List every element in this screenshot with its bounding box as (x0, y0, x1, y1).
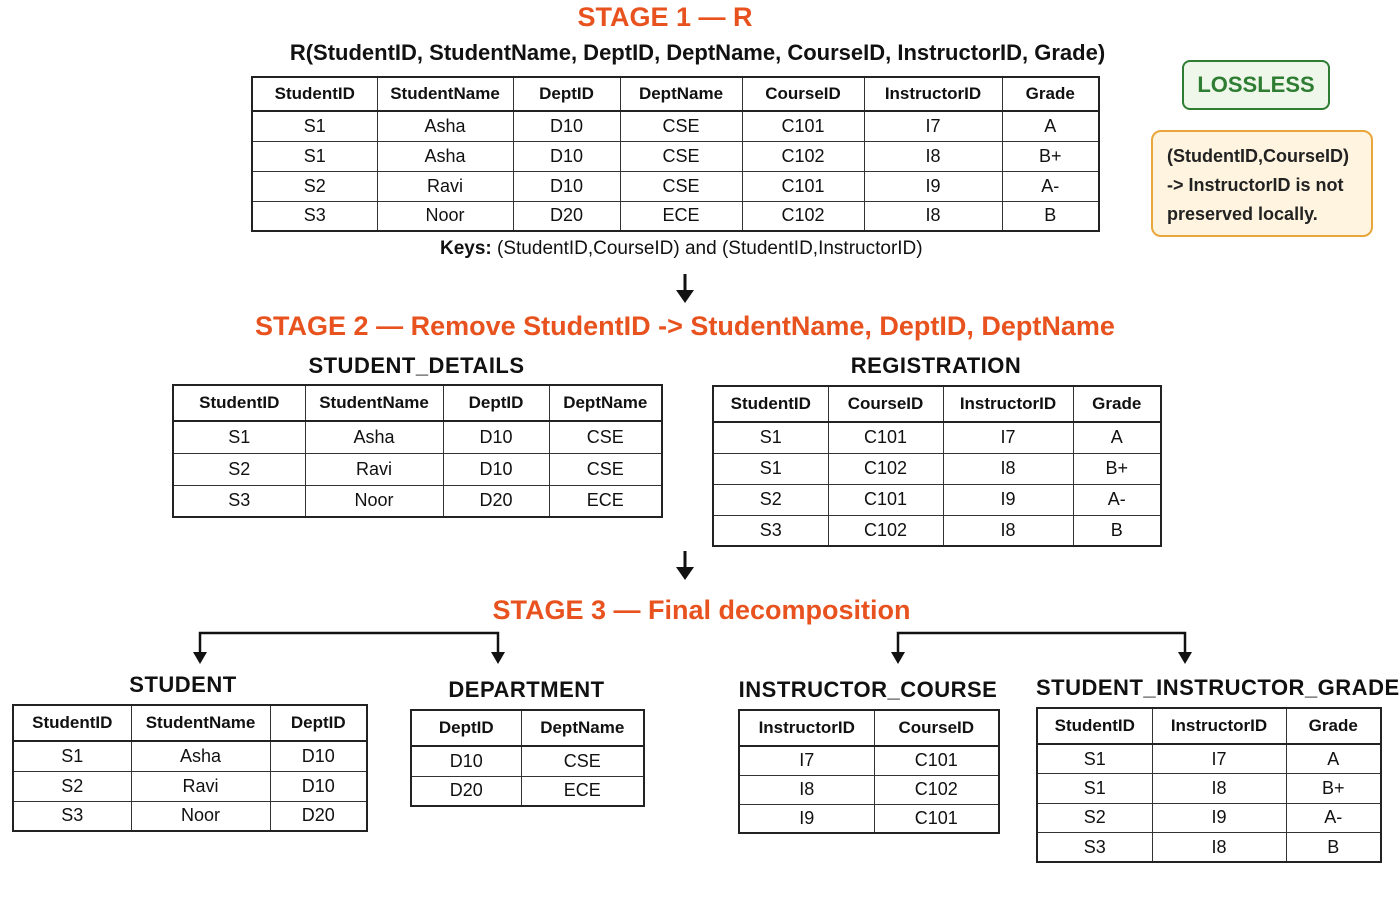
table-cell: I8 (864, 141, 1002, 171)
table-cell: S2 (713, 484, 828, 515)
table-row (739, 746, 999, 775)
column-header: StudentID (13, 705, 131, 741)
table-row (713, 453, 1161, 484)
table-cell: I9 (1152, 803, 1286, 833)
column-header: Grade (1286, 708, 1381, 744)
table-cell: C102 (742, 141, 864, 171)
column-header: DeptID (443, 385, 549, 421)
table-instructor-course (738, 709, 1000, 834)
table-cell: Asha (377, 141, 513, 171)
stage2-title: STAGE 2 — Remove StudentID -> StudentName, DeptID, DeptName (255, 311, 1115, 341)
table-row (13, 741, 367, 771)
header-row (173, 385, 662, 421)
table-cell: Asha (377, 111, 513, 141)
table-cell: D10 (513, 171, 620, 201)
column-header: StudentID (1037, 708, 1152, 744)
student-details-name: STUDENT_DETAILS (308, 353, 525, 378)
table-cell: A (1002, 111, 1099, 141)
table-cell: Noor (305, 485, 443, 517)
column-header: DeptName (521, 710, 644, 746)
table-student (12, 704, 368, 832)
table-cell: CSE (620, 111, 742, 141)
table-cell: I7 (739, 746, 874, 775)
relation-schema: R(StudentID, StudentName, DeptID, DeptName, CourseID, InstructorID, Grade) (289, 40, 1106, 65)
student-instructor-grade-name: STUDENT_INSTRUCTOR_GRADE (1036, 675, 1400, 700)
table-cell: Noor (131, 801, 270, 831)
table-cell: S1 (1037, 744, 1152, 774)
table-row (252, 141, 1099, 171)
table-row (173, 421, 662, 453)
table-cell: S1 (252, 111, 377, 141)
table-cell: D10 (513, 141, 620, 171)
table-cell: C102 (874, 775, 999, 804)
table-cell: I8 (943, 515, 1073, 546)
column-header: DeptID (411, 710, 521, 746)
table-cell: I8 (943, 453, 1073, 484)
table-cell: S2 (1037, 803, 1152, 833)
table-cell: D20 (443, 485, 549, 517)
table-cell: C101 (742, 111, 864, 141)
table-cell: A (1286, 744, 1381, 774)
table-cell: S1 (252, 141, 377, 171)
stage1-title: STAGE 1 — R (577, 2, 753, 32)
table-row (713, 515, 1161, 546)
keys-line (440, 238, 923, 260)
table-cell: S3 (13, 801, 131, 831)
instructor-course-name: INSTRUCTOR_COURSE (738, 677, 998, 702)
table-row (713, 422, 1161, 453)
table-cell: D20 (270, 801, 367, 831)
table-cell: I7 (1152, 744, 1286, 774)
arrow-stage1-to-stage2 (676, 274, 694, 303)
arrow-stage2-to-stage3 (676, 551, 694, 580)
table-cell: CSE (549, 453, 662, 485)
column-header: DeptName (620, 77, 742, 111)
keys-label: Keys: (440, 238, 492, 259)
lossless-badge: LOSSLESS (1182, 60, 1330, 110)
header-row (13, 705, 367, 741)
table-row (252, 111, 1099, 141)
table-cell: I7 (864, 111, 1002, 141)
table-cell: D20 (411, 776, 521, 806)
dependency-note: (StudentID,CourseID) -> InstructorID is not preserved locally. (1151, 130, 1373, 237)
table-row (1037, 744, 1381, 774)
table-cell: B (1073, 515, 1161, 546)
table-cell: S1 (13, 741, 131, 771)
table-cell: I9 (739, 804, 874, 833)
column-header: CourseID (874, 710, 999, 746)
table-cell: D10 (513, 111, 620, 141)
column-header: Grade (1073, 386, 1161, 422)
table-cell: ECE (620, 201, 742, 231)
table-cell: I9 (943, 484, 1073, 515)
table-row (1037, 833, 1381, 863)
table-cell: S2 (13, 771, 131, 801)
table-cell: I9 (864, 171, 1002, 201)
table-cell: S1 (173, 421, 305, 453)
table-cell: B (1002, 201, 1099, 231)
table-cell: CSE (620, 171, 742, 201)
table-cell: C101 (874, 804, 999, 833)
column-header: CourseID (742, 77, 864, 111)
registration-name: REGISTRATION (850, 353, 1022, 378)
table-cell: D10 (443, 453, 549, 485)
table-cell: S3 (252, 201, 377, 231)
table-department (410, 709, 645, 807)
table-cell: D10 (270, 771, 367, 801)
column-header: InstructorID (739, 710, 874, 746)
table-cell: C102 (828, 515, 943, 546)
table-cell: D10 (411, 746, 521, 776)
table-cell: Ravi (131, 771, 270, 801)
table-cell: C101 (828, 422, 943, 453)
column-header: StudentName (377, 77, 513, 111)
table-cell: C102 (742, 201, 864, 231)
column-header: DeptID (513, 77, 620, 111)
table-cell: I8 (1152, 774, 1286, 804)
table-row (13, 801, 367, 831)
header-row (739, 710, 999, 746)
column-header: InstructorID (943, 386, 1073, 422)
table-row (713, 484, 1161, 515)
table-cell: ECE (521, 776, 644, 806)
stage3-title: STAGE 3 — Final decomposition (492, 595, 911, 625)
branch-registration (891, 633, 1192, 664)
table-cell: Ravi (377, 171, 513, 201)
table-cell: S2 (252, 171, 377, 201)
table-cell: I8 (1152, 833, 1286, 863)
table-cell: C101 (874, 746, 999, 775)
department-name: DEPARTMENT (448, 677, 605, 702)
table-cell: B+ (1073, 453, 1161, 484)
header-row (713, 386, 1161, 422)
table-cell: C101 (742, 171, 864, 201)
table-student-instructor-grade (1036, 707, 1382, 863)
table-row (1037, 774, 1381, 804)
column-header: DeptName (549, 385, 662, 421)
table-row (1037, 803, 1381, 833)
table-cell: A (1073, 422, 1161, 453)
table-cell: B+ (1002, 141, 1099, 171)
header-row (411, 710, 644, 746)
column-header: StudentName (305, 385, 443, 421)
table-cell: D20 (513, 201, 620, 231)
table-cell: A- (1073, 484, 1161, 515)
table-cell: I7 (943, 422, 1073, 453)
table-cell: ECE (549, 485, 662, 517)
table-student-details (172, 384, 663, 518)
table-cell: A- (1002, 171, 1099, 201)
table-cell: C101 (828, 484, 943, 515)
column-header: StudentID (252, 77, 377, 111)
table-cell: S1 (713, 453, 828, 484)
table-cell: B+ (1286, 774, 1381, 804)
table-cell: Asha (131, 741, 270, 771)
table-row (173, 485, 662, 517)
table-cell: Asha (305, 421, 443, 453)
table-cell: Ravi (305, 453, 443, 485)
table-cell: CSE (521, 746, 644, 776)
table-row (739, 775, 999, 804)
column-header: CourseID (828, 386, 943, 422)
table-cell: Noor (377, 201, 513, 231)
table-cell: B (1286, 833, 1381, 863)
column-header: StudentID (173, 385, 305, 421)
table-row (252, 171, 1099, 201)
column-header: StudentName (131, 705, 270, 741)
table-row (411, 776, 644, 806)
table-cell: S3 (713, 515, 828, 546)
header-row (252, 77, 1099, 111)
column-header: InstructorID (864, 77, 1002, 111)
table-cell: D10 (443, 421, 549, 453)
table-cell: CSE (549, 421, 662, 453)
table-cell: D10 (270, 741, 367, 771)
table-cell: S3 (1037, 833, 1152, 863)
table-cell: I8 (739, 775, 874, 804)
table-r (251, 76, 1100, 232)
table-row (411, 746, 644, 776)
table-cell: S1 (713, 422, 828, 453)
table-cell: C102 (828, 453, 943, 484)
table-cell: S3 (173, 485, 305, 517)
column-header: Grade (1002, 77, 1099, 111)
table-cell: A- (1286, 803, 1381, 833)
student-name: STUDENT (129, 672, 237, 697)
table-cell: S2 (173, 453, 305, 485)
column-header: DeptID (270, 705, 367, 741)
table-cell: CSE (620, 141, 742, 171)
table-cell: I8 (864, 201, 1002, 231)
table-row (13, 771, 367, 801)
branch-student-details (193, 633, 505, 664)
column-header: StudentID (713, 386, 828, 422)
keys-text: (StudentID,CourseID) and (StudentID,InstructorID) (497, 238, 923, 259)
table-row (739, 804, 999, 833)
table-row (252, 201, 1099, 231)
column-header: InstructorID (1152, 708, 1286, 744)
table-cell: S1 (1037, 774, 1152, 804)
table-registration (712, 385, 1162, 547)
header-row (1037, 708, 1381, 744)
table-row (173, 453, 662, 485)
